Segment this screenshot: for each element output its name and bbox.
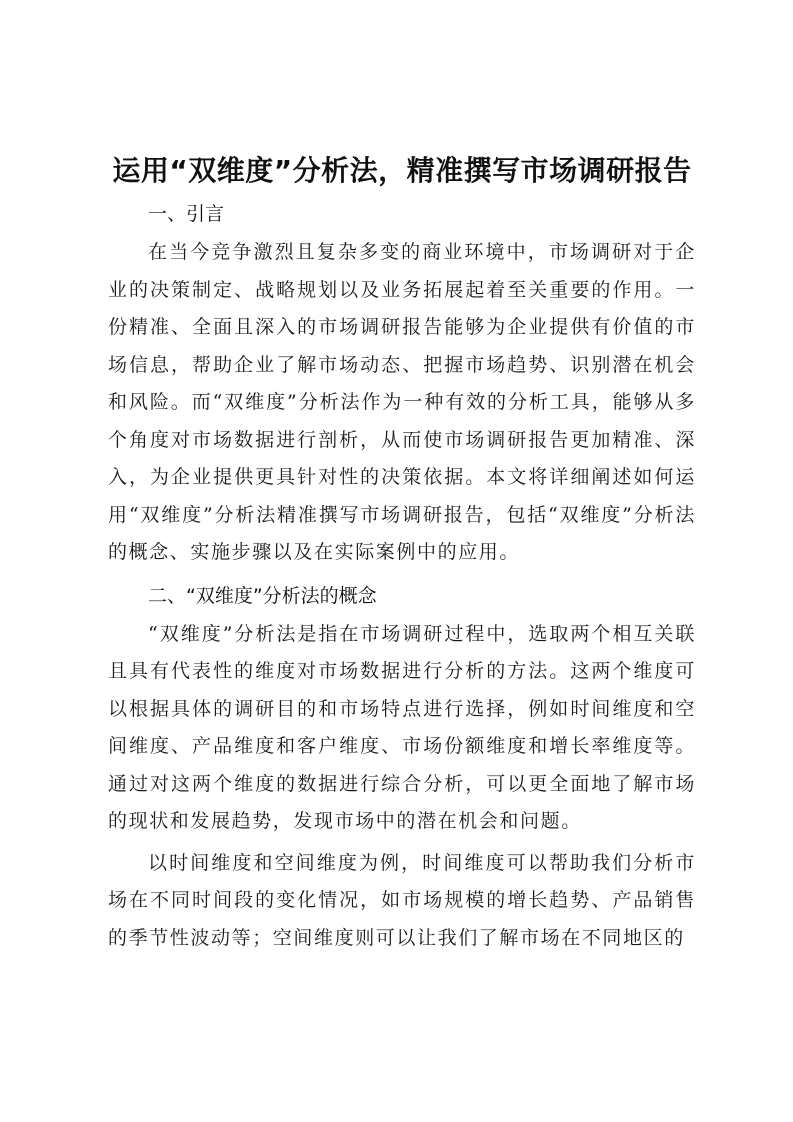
paragraph-concept-example: 以时间维度和空间维度为例，时间维度可以帮助我们分析市场在不同时间段的变化情况，如市场规模的增长趋势、产品销售的季节性波动等；空间维度则可以让我们了解市场在不同地区的 (108, 851, 696, 949)
section-heading-concept: 二、“双维度”分析法的概念 (148, 584, 377, 607)
document-body (108, 148, 696, 957)
paragraph-concept-definition: “双维度”分析法是指在市场调研过程中，选取两个相互关联且具有代表性的维度对市场数据进行分析的方法。这两个维度可以根据具体的调研目的和市场特点进行选择，例如时间维度和空间维度、产品维度和客户维度、市场份额维度和增长率维度等。通过对这两个维度的数据进行综合分析，可以更全面地了解市场的现状和发展趋势，发现市场中的潜在机会和问题。 (108, 622, 696, 832)
document-title: 运用“双维度”分析法，精准撰写市场调研报告 (112, 154, 692, 187)
section-heading-introduction: 一、引言 (148, 203, 225, 225)
paragraph-introduction: 在当今竞争激烈且复杂多变的商业环境中，市场调研对于企业的决策制定、战略规划以及业务拓展起着至关重要的作用。一份精准、全面且深入的市场调研报告能够为企业提供有价值的市场信息，帮助企业了解市场动态、把握市场趋势、识别潜在机会和风险。而“双维度”分析法作为一种有效的分析工具，能够从多个角度对市场数据进行剖析，从而使市场调研报告更加精准、深入，为企业提供更具针对性的决策依据。本文将详细阐述如何运用“双维度”分析法精准撰写市场调研报告，包括“双维度”分析法的概念、实施步骤以及在实际案例中的应用。 (108, 241, 696, 563)
